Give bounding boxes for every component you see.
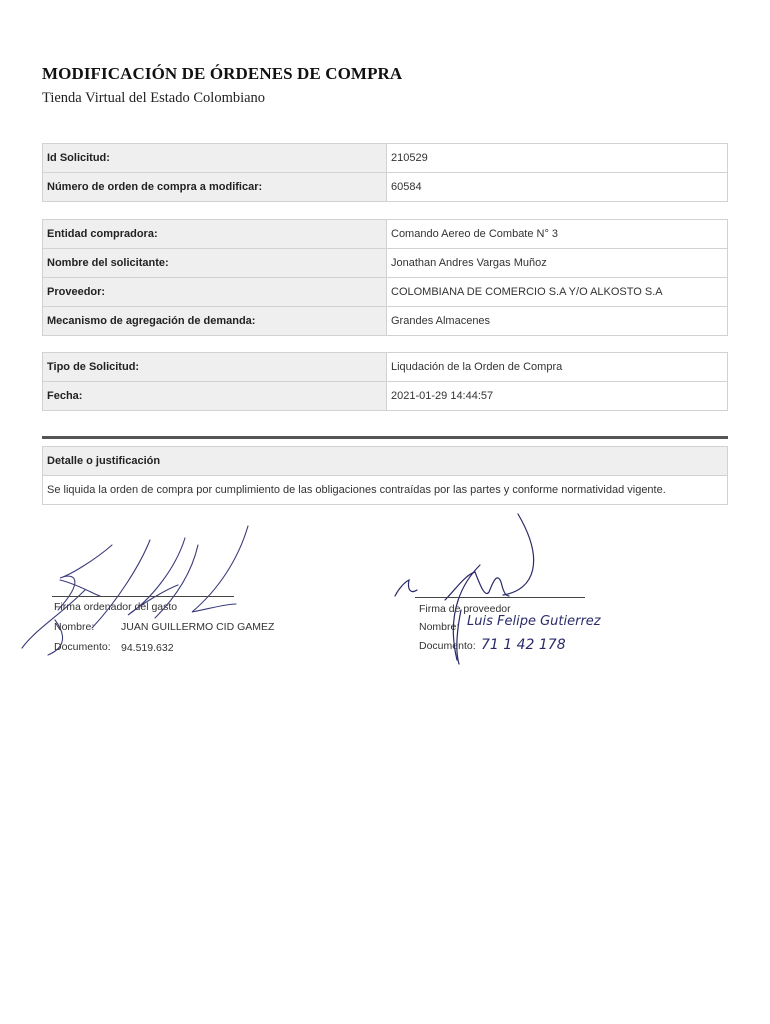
document-value-handwritten: 71 1 42 178 [481,637,566,653]
detail-text: Se liquida la orden de compra por cumplimiento de las obligaciones contraídas por las partes y conforme normatividad vigente. [47,484,666,496]
field-label: Mecanismo de agregación de demanda: [43,307,387,336]
signature-scribble-right [385,0,770,700]
document-value: 94.519.632 [121,642,174,654]
field-label: Id Solicitud: [43,144,387,173]
field-value: Jonathan Andres Vargas Muñoz [387,249,728,278]
field-value: Liqudación de la Orden de Compra [387,353,728,382]
detail-heading: Detalle o justificación [43,447,727,476]
field-value: COLOMBIANA DE COMERCIO S.A Y/O ALKOSTO S.A [387,278,728,307]
signature-line [415,597,585,598]
signature-caption: Firma ordenador del gasto [54,601,178,613]
field-label: Proveedor: [43,278,387,307]
name-label: Nombre: [54,621,95,633]
field-value: 2021-01-29 14:44:57 [387,382,728,411]
field-label: Fecha: [43,382,387,411]
field-label: Número de orden de compra a modificar: [43,173,387,202]
document-label: Documento: [419,640,476,652]
name-label: Nombre: [419,621,460,633]
document-label: Documento: [54,641,111,653]
page-subtitle: Tienda Virtual del Estado Colombiano [42,90,266,106]
name-value-handwritten: Luis Felipe Gutierrez [467,614,601,629]
field-value: 210529 [387,144,728,173]
field-value: Comando Aereo de Combate N° 3 [387,220,728,249]
field-value: Grandes Almacenes [387,307,728,336]
field-value: 60584 [387,173,728,202]
page-title: MODIFICACIÓN DE ÓRDENES DE COMPRA [42,64,403,83]
signature-line [52,596,234,597]
name-value: JUAN GUILLERMO CID GAMEZ [121,621,275,633]
field-label: Entidad compradora: [43,220,387,249]
field-label: Nombre del solicitante: [43,249,387,278]
signature-caption: Firma de proveedor [419,603,511,615]
signature-scribble-left [0,0,385,700]
signature-block-proveedor [385,0,770,700]
signature-block-ordenador [0,0,385,700]
field-label: Tipo de Solicitud: [43,353,387,382]
